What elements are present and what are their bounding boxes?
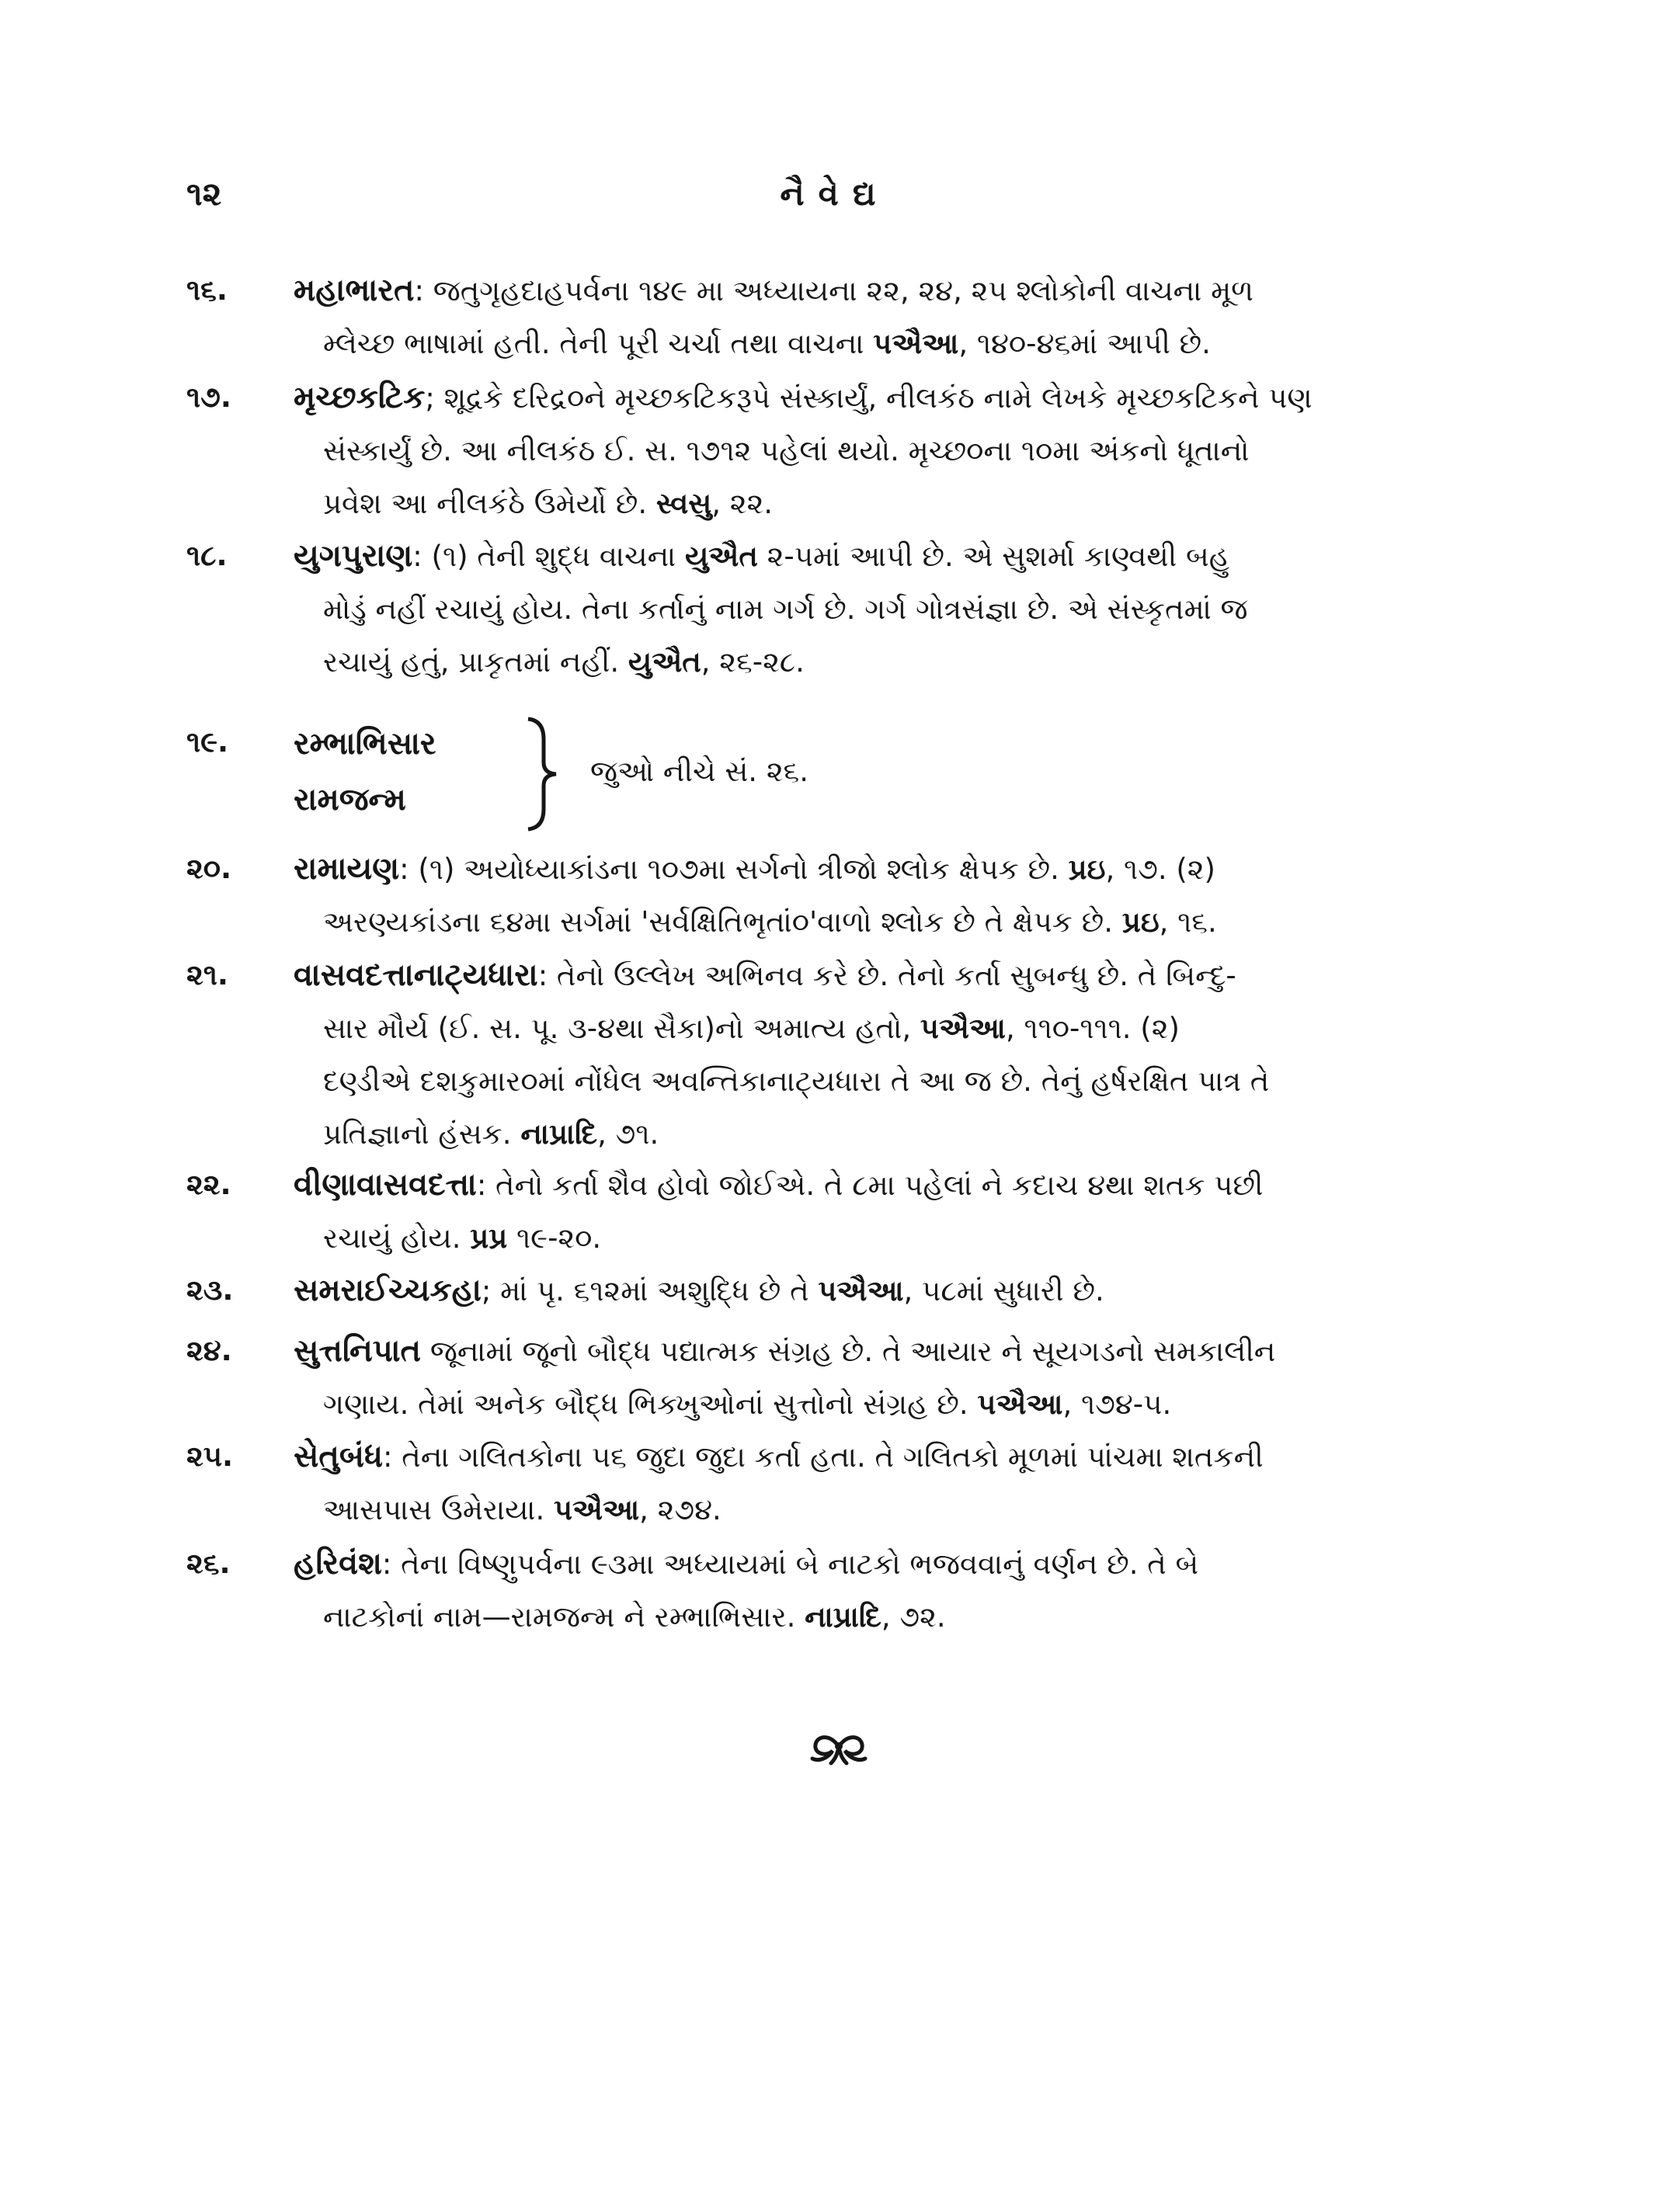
entry-text: , ૨૭૪. xyxy=(639,1493,721,1526)
entry-term: સુત્તનિપાત xyxy=(294,1333,422,1369)
entry-text: ૨-૫માં આપી છે. એ સુશર્મા કાણ્વથી બહુ xyxy=(767,540,1230,573)
entry-text: મ્લેચ્છ ભાષામાં હતી. તેની પૂરી ચર્ચા તથા વાચના xyxy=(323,327,864,360)
entry-22 xyxy=(186,1158,1483,1265)
entry-text: : તેનો કર્તા શૈવ હોવો જોઈએ. તે ૮મા પહેલાં ને કદાચ ૪થા શતક પછી xyxy=(476,1169,1264,1202)
entry-text: , ૭૧. xyxy=(597,1117,659,1151)
entry-text: સાર મૌર્ય (ઈ. સ. પૂ. ૩-૪થા સૈકા)નો અમાત્ય હતો, xyxy=(323,1012,912,1045)
page-header xyxy=(186,175,1483,229)
entry-term: સેતુબંધ xyxy=(294,1439,384,1474)
entry-24 xyxy=(186,1325,1483,1431)
citation: નાપ્રાદિ xyxy=(520,1117,598,1151)
entry-text: સંસ્કાર્યું છે. આ નીલકંઠ ઈ. સ. ૧૭૧૨ પહેલાં થયો. મૃચ્છ૦ના ૧૦મા અંકનો ધૂતાનો xyxy=(323,434,1250,467)
entry-text: આસપાસ ઉમેરાયા. xyxy=(323,1493,545,1526)
citation: પઐઆ xyxy=(920,1012,1006,1045)
entry-term: રામજન્મ xyxy=(294,782,406,818)
entry-25 xyxy=(186,1430,1483,1537)
citation: નાપ્રાદિ xyxy=(805,1600,881,1634)
entry-number: ૨૧. xyxy=(186,958,228,991)
entry-number: ૧૭. xyxy=(186,380,231,414)
entry-names xyxy=(294,716,527,828)
entry-text: ; માં પૃ. ૬૧૨માં અશુદ્ધિ છે તે xyxy=(481,1274,809,1307)
entry-text: , ૧૧૦-૧૧૧. (૨) xyxy=(1005,1012,1180,1045)
citation: પ્રઇ xyxy=(1068,853,1106,886)
entry-term: રામાયણ xyxy=(294,851,400,887)
entry-text: : (૧) અયોધ્યાકાંડના ૧૦૭મા સર્ગનો ત્રીજો શ્લોક ક્ષેપક છે. xyxy=(399,853,1059,886)
citation: પ્રઇ xyxy=(1121,905,1160,939)
entry-text: , ૧૭૪-૫. xyxy=(1062,1387,1172,1421)
entry-text: , ૧૭. (૨) xyxy=(1105,853,1215,886)
running-title: નૈવેદ્ય xyxy=(780,175,890,213)
citation: પઐઆ xyxy=(873,327,959,360)
entry-text: નાટકોનાં નામ—રામજન્મ ને રમ્ભાભિસાર. xyxy=(323,1600,796,1634)
entry-text: , ૭૨. xyxy=(881,1600,946,1634)
entry-number: ૧૮. xyxy=(186,539,228,572)
entry-19 xyxy=(186,716,1483,832)
page-number: ૧૨ xyxy=(186,175,222,213)
citation: પઐઆ xyxy=(818,1274,904,1307)
entry-17 xyxy=(186,371,1483,530)
entry-text: : તેના વિષ્ણુપર્વના ૯૩મા અધ્યાયમાં બે નાટકો ભજવવાનું વર્ણન છે. તે બે xyxy=(381,1547,1199,1581)
citation: પ્રપ્ર xyxy=(470,1221,508,1255)
entry-text: , ૧૪૦-૪૬માં આપી છે. xyxy=(958,327,1211,360)
entry-text: ગણાય. તેમાં અનેક બૌદ્ધ ભિક્ખુઓનાં સુત્તોનો સંગ્રહ છે. xyxy=(323,1387,968,1421)
entry-text: મોડું નહીં રચાયું હોય. તેના કર્તાનું નામ ગર્ગ છે. ગર્ગ ગોત્રસંજ્ઞા છે. એ સંસ્કૃતમાં જ xyxy=(323,592,1248,626)
entry-number: ૧૬. xyxy=(186,273,228,307)
entry-number: ૨૨. xyxy=(186,1168,231,1201)
entry-term: મહાભારત xyxy=(294,273,415,308)
entry-number: ૨૫. xyxy=(186,1439,234,1473)
entry-text: રચાયું હોય. xyxy=(323,1221,461,1255)
entry-text: , ૨૨. xyxy=(711,487,773,520)
citation: પઐઆ xyxy=(977,1387,1063,1421)
entry-text: : (૧) તેની શુદ્ધ વાચના xyxy=(412,540,676,573)
entry-term: વીણાવાસવદત્તા xyxy=(294,1167,477,1203)
entry-number: ૧૯. xyxy=(186,725,229,759)
entry-number: ૨૬. xyxy=(186,1547,231,1580)
entry-text: ; શૂદ્રકે દરિદ્ર૦ને મૃચ્છકટિકરૂપે સંસ્કાર્યું, નીલકંઠ નામે લેખકે મૃચ્છકટિકને પણ xyxy=(425,381,1313,415)
fleuron-ornament-icon xyxy=(808,1728,870,1766)
entry-23 xyxy=(186,1264,1483,1318)
entry-text: : તેના ગલિતકોના ૫૬ જુદા જુદા કર્તા હતા. તે ગલિતકો મૂળમાં પાંચમા શતકની xyxy=(383,1440,1264,1474)
entry-text: ૧૯-૨૦. xyxy=(516,1221,602,1255)
entry-text: રચાયું હતું, પ્રાકૃતમાં નહીં. xyxy=(323,645,620,679)
entry-text: : જતુગૃહદાહપર્વના ૧૪૯ મા અધ્યાયના ૨૨, ૨૪, ૨૫ શ્લોકોની વાચના મૂળ xyxy=(414,274,1254,307)
entry-number: ૨૩. xyxy=(186,1273,234,1307)
brace-icon xyxy=(520,716,567,832)
entry-20 xyxy=(186,842,1483,949)
entry-term: રમ્ભાભિસાર xyxy=(294,726,436,762)
entry-18 xyxy=(186,530,1483,689)
entry-text: પ્રતિજ્ઞાનો હંસક. xyxy=(323,1117,512,1151)
entry-term: હરિવંશ xyxy=(294,1546,382,1582)
cross-reference: જુઓ નીચે સં. ૨૬. xyxy=(590,755,809,788)
citation: પઐઆ xyxy=(554,1493,640,1526)
entry-text: જૂનામાં જૂનો બૌદ્ધ પદ્યાત્મક સંગ્રહ છે. તે આયાર ને સૂયગડનો સમકાલીન xyxy=(429,1335,1276,1368)
entry-number: ૨૪. xyxy=(186,1334,232,1367)
entry-text: , ૫૮માં સુધારી છે. xyxy=(903,1274,1104,1307)
entry-text: દણ્ડીએ દશકુમાર૦માં નોંધેલ અવન્તિકાનાટ્યધારા તે આ જ છે. તેનું હર્ષરક્ષિત પાત્ર તે xyxy=(323,1064,1270,1098)
citation: યુઐત xyxy=(685,540,758,573)
citation: યુઐત xyxy=(628,645,701,679)
entry-16 xyxy=(186,264,1483,370)
entry-text: : તેનો ઉલ્લેખ અભિનવ કરે છે. તેનો કર્તા સુબન્ધુ છે. તે બિન્દુ- xyxy=(537,959,1236,992)
citation: સ્વસુ xyxy=(655,487,712,520)
entry-term: યુગપુરાણ xyxy=(294,538,413,574)
entry-26 xyxy=(186,1537,1483,1644)
entry-text: , ૨૬-૨૮. xyxy=(701,645,805,679)
entry-21 xyxy=(186,949,1483,1161)
entry-term: વાસવદત્તાનાટ્યધારા xyxy=(294,957,538,993)
entry-text: , ૧૬. xyxy=(1159,905,1217,939)
entry-text: અરણ્યકાંડના ૬૪મા સર્ગમાં 'સર્વક્ષિતિભૃતાં૦'વાળો શ્લોક છે તે ક્ષેપક છે. xyxy=(323,905,1114,939)
entry-term: સમરાઈચ્ચકહા xyxy=(294,1273,482,1308)
entry-text: પ્રવેશ આ નીલકંઠે ઉમેર્યો છે. xyxy=(323,487,648,520)
entry-number: ૨૦. xyxy=(186,852,232,885)
entry-term: મૃચ્છકટિક xyxy=(294,380,426,415)
